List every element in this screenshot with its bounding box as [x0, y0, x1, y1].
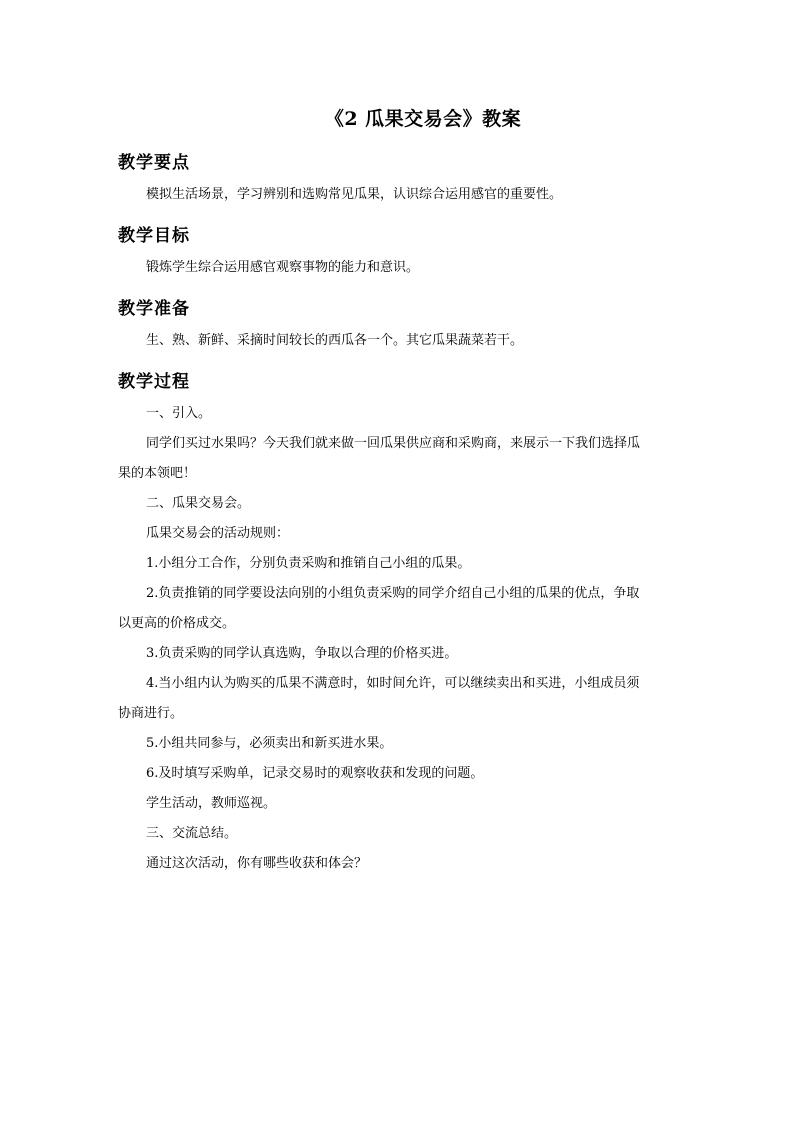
rule-item: 2.负责推销的同学要设法向别的小组负责采购的同学介绍自己小组的瓜果的优点，争取 — [146, 586, 640, 601]
paragraph-continuation: 果的本领吧！ — [118, 466, 197, 481]
section-body-objectives — [118, 253, 678, 283]
paragraph: 二、瓜果交易会。 — [146, 496, 251, 511]
paragraph: 瓜果交易会的活动规则： — [146, 526, 290, 541]
rule-item: 4.当小组内认为购买的瓜果不满意时，如时间允许，可以继续卖出和买进，小组成员须 — [146, 676, 640, 691]
section-heading-preparation: 教学准备 — [118, 299, 190, 319]
document-title-text: 《2 瓜果交易会》教案 — [324, 108, 522, 130]
paragraph: 三、交流总结。 — [146, 826, 238, 841]
paragraph: 一、引入。 — [146, 406, 212, 421]
section-heading-process: 教学过程 — [118, 372, 190, 392]
rule-item: 3.负责采购的同学认真选购，争取以合理的价格买进。 — [146, 646, 458, 661]
paragraph-continuation: 以更高的价格成交。 — [118, 616, 236, 631]
section-body-preparation — [118, 326, 678, 356]
rule-item: 5.小组共同参与，必须卖出和新买进水果。 — [146, 736, 393, 751]
rule-item: 6.及时填写采购单，记录交易时的观察收获和发现的问题。 — [146, 766, 484, 781]
rule-item: 1.小组分工合作，分别负责采购和推销自己小组的瓜果。 — [146, 556, 471, 571]
paragraph: 同学们买过水果吗？今天我们就来做一回瓜果供应商和采购商，来展示一下我们选择瓜 — [146, 436, 641, 451]
document-title — [0, 104, 794, 131]
paragraph-continuation: 协商进行。 — [118, 706, 184, 721]
section-heading-objectives: 教学目标 — [118, 226, 190, 246]
paragraph: 学生活动，教师巡视。 — [146, 796, 277, 811]
section-heading-key-points: 教学要点 — [118, 153, 190, 173]
paragraph: 生、熟、新鲜、采摘时间较长的西瓜各一个。其它瓜果蔬菜若干。 — [146, 333, 524, 348]
paragraph: 通过这次活动，你有哪些收获和体会？ — [146, 856, 368, 871]
section-body-process — [118, 399, 678, 879]
paragraph: 锻炼学生综合运用感官观察事物的能力和意识。 — [146, 260, 420, 275]
section-body-key-points — [118, 180, 678, 210]
paragraph: 模拟生活场景，学习辨别和选购常见瓜果，认识综合运用感官的重要性。 — [146, 187, 563, 202]
